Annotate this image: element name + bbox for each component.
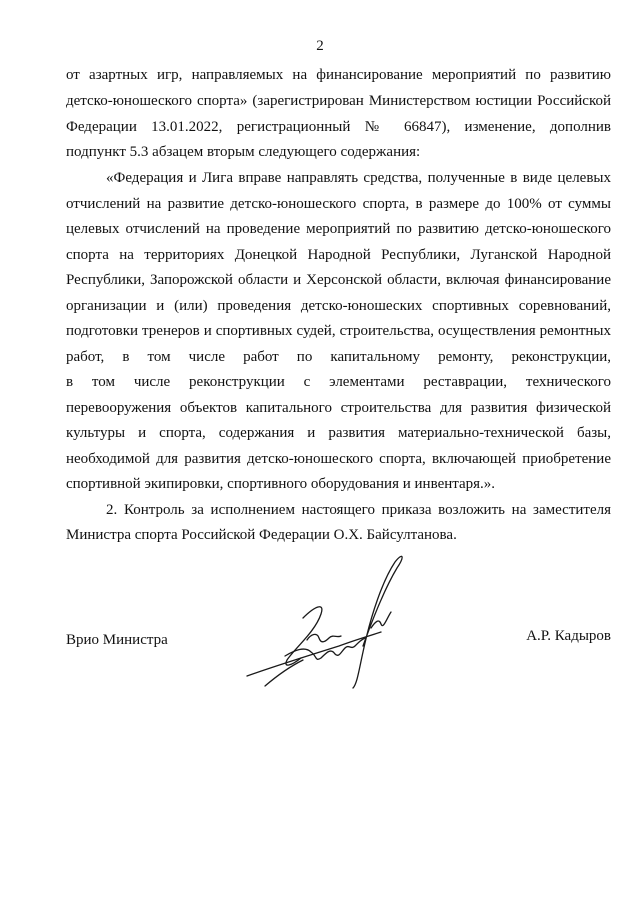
- paragraph-1-line-2: детско-юношеского спорта» (зарегистрирован Министерством юстиции Российской: [66, 93, 611, 109]
- paragraph-1-line-4: подпункт 5.3 абзацем вторым следующего содержания:: [66, 144, 421, 160]
- paragraph-2-line-13: спортивной экипировки, спортивного оборудования и инвентаря.».: [66, 476, 496, 492]
- paragraph-2-line-1: «Федерация и Лига вправе направлять средства, полученные в виде целевых: [106, 170, 611, 186]
- paragraph-3-line-1: 2. Контроль за исполнением настоящего приказа возложить на заместителя: [106, 502, 611, 518]
- signer-role: Врио Министра: [66, 632, 168, 648]
- handwritten-signature: [245, 548, 420, 698]
- paragraph-2-line-10: перевооружения объектов капитального строительства для развития физической: [66, 400, 611, 416]
- paragraph-3-line-2: Министра спорта Российской Федерации О.Х. Байсултанова.: [66, 527, 457, 543]
- paragraph-2-line-5: Республики, Запорожской области и Херсонской области, включая финансирование: [66, 272, 611, 288]
- paragraph-2-line-3: целевых отчислений на проведение мероприятий по развитию детско-юношеского: [66, 221, 611, 237]
- paragraph-2-line-12: необходимой для развития детско-юношеского спорта, включающей приобретение: [66, 451, 611, 467]
- paragraph-2-line-8: работ, в том числе работ по капитальному ремонту, реконструкции,: [66, 349, 611, 365]
- paragraph-1-line-3: Федерации 13.01.2022, регистрационный № 66847), изменение, дополнив: [66, 119, 611, 135]
- signer-name: А.Р. Кадыров: [526, 628, 611, 644]
- paragraph-2-line-4: спорта на территориях Донецкой Народной Республики, Луганской Народной: [66, 247, 611, 263]
- paragraph-2-line-6: организации и (или) проведения детско-юношеских спортивных соревнований,: [66, 298, 611, 314]
- page-number: 2: [316, 38, 324, 54]
- paragraph-1-line-1: от азартных игр, направляемых на финансирование мероприятий по развитию: [66, 67, 611, 83]
- paragraph-2-line-2: отчислений на развитие детско-юношеского спорта, в размере до 100% от суммы: [66, 196, 611, 212]
- paragraph-2-line-7: подготовки тренеров и спортивных судей, строительства, осуществления ремонтных: [66, 323, 611, 339]
- paragraph-2-line-9: в том числе реконструкции с элементами реставрации, технического: [66, 374, 611, 390]
- paragraph-2-line-11: культуры и спорта, содержания и развития материально-технической базы,: [66, 425, 611, 441]
